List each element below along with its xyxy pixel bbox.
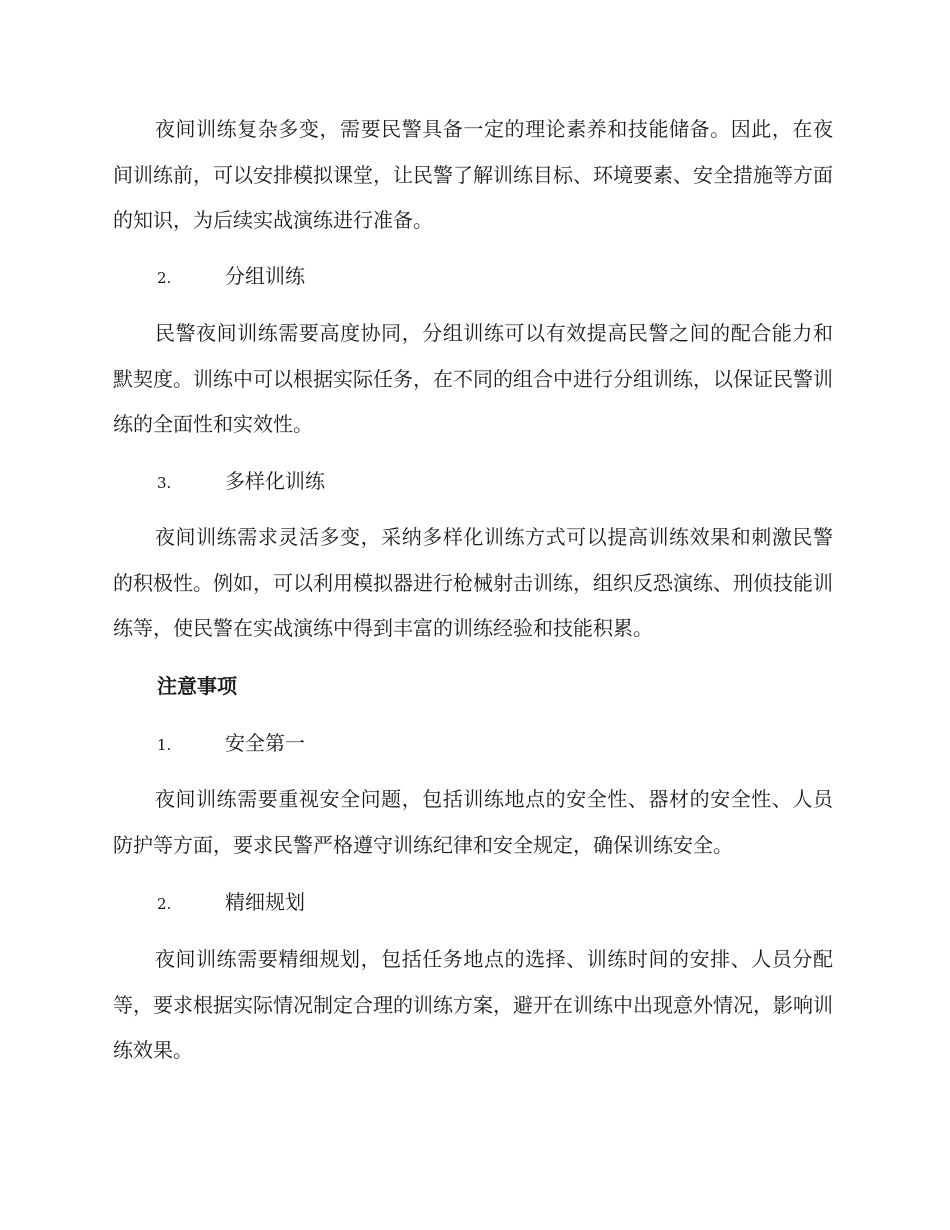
paragraph-group-training: 民警夜间训练需要高度协同，分组训练可以有效提高民警之间的配合能力和默契度。训练中可以根据实际任务，在不同的组合中进行分组训练，以保证民警训练的全面性和实效性。: [113, 321, 833, 436]
paragraph-diverse-training: 夜间训练需求灵活多变，采纳多样化训练方式可以提高训练效果和刺激民警的积极性。例如，可以利用模拟器进行枪械射击训练，组织反恐演练、刑侦技能训练等，使民警在实战演练中得到丰富的训练经验和技能积累。: [113, 525, 833, 640]
list-item-title: 多样化训练: [225, 469, 325, 493]
list-item-group-training: [157, 261, 305, 293]
list-item-title: 安全第一: [225, 731, 305, 755]
list-number: 1.: [157, 736, 172, 754]
list-item-safety-first: [157, 728, 305, 760]
list-number: 3.: [157, 474, 172, 492]
list-item-title: 分组训练: [225, 264, 305, 288]
paragraph-fine-planning: 夜间训练需要精细规划，包括任务地点的选择、训练时间的安排、人员分配等，要求根据实际情况制定合理的训练方案，避开在训练中出现意外情况，影响训练效果。: [113, 947, 833, 1062]
list-number: 2.: [157, 895, 172, 913]
section-heading-notes: 注意事项: [157, 674, 237, 698]
list-item-diverse-training: [157, 466, 325, 498]
list-item-fine-planning: [157, 887, 305, 919]
paragraph-safety-first: 夜间训练需要重视安全问题，包括训练地点的安全性、器材的安全性、人员防护等方面，要求民警严格遵守训练纪律和安全规定，确保训练安全。: [113, 787, 833, 857]
list-item-title: 精细规划: [225, 890, 305, 914]
list-number: 2.: [157, 269, 172, 287]
paragraph-theory-prep: 夜间训练复杂多变，需要民警具备一定的理论素养和技能储备。因此，在夜间训练前，可以安排模拟课堂，让民警了解训练目标、环境要素、安全措施等方面的知识，为后续实战演练进行准备。: [113, 117, 833, 232]
